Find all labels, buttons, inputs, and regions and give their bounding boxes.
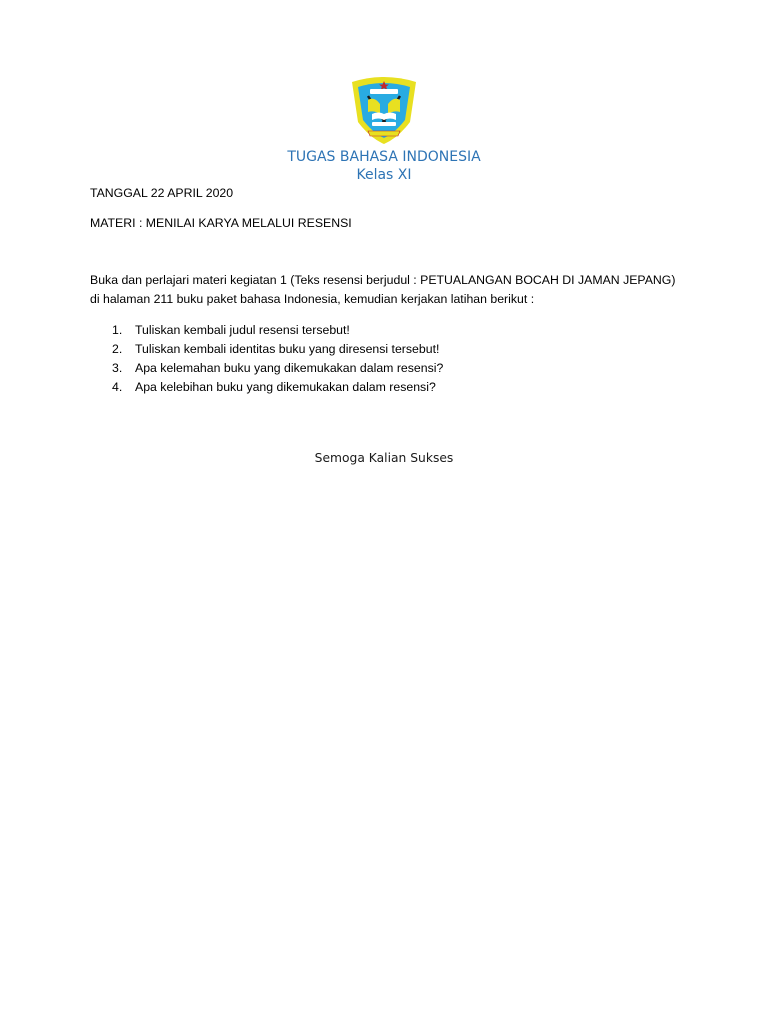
list-item-text: Tuliskan kembali identitas buku yang diresensi tersebut!: [135, 342, 440, 356]
list-item-number: 2.: [112, 342, 123, 356]
date-line: TANGGAL 22 APRIL 2020: [90, 186, 234, 200]
list-item-text: Apa kelebihan buku yang dikemukakan dalam resensi?: [135, 380, 436, 394]
document-title: TUGAS BAHASA INDONESIA: [287, 149, 481, 165]
list-item: [112, 378, 443, 397]
instruction-line-1: Buka dan perlajari materi kegiatan 1 (Teks resensi berjudul : PETUALANGAN BOCAH DI JAMAN JEPANG): [90, 273, 676, 287]
list-item: [112, 321, 443, 340]
list-item-number: 1.: [112, 323, 123, 337]
list-item-text: Apa kelemahan buku yang dikemukakan dalam resensi?: [135, 361, 444, 375]
list-item-number: 4.: [112, 380, 123, 394]
question-list: [112, 321, 443, 397]
instruction-line-2: di halaman 211 buku paket bahasa Indonesia, kemudian kerjakan latihan berikut :: [90, 292, 535, 306]
list-item: [112, 359, 443, 378]
list-item-text: Tuliskan kembali judul resensi tersebut!: [135, 323, 350, 337]
closing-message: Semoga Kalian Sukses: [314, 451, 454, 465]
materi-line: MATERI : MENILAI KARYA MELALUI RESENSI: [90, 216, 352, 230]
document-subtitle: Kelas XI: [356, 167, 412, 183]
list-item: [112, 340, 443, 359]
school-crest-icon: [346, 72, 422, 148]
list-item-number: 3.: [112, 361, 123, 375]
